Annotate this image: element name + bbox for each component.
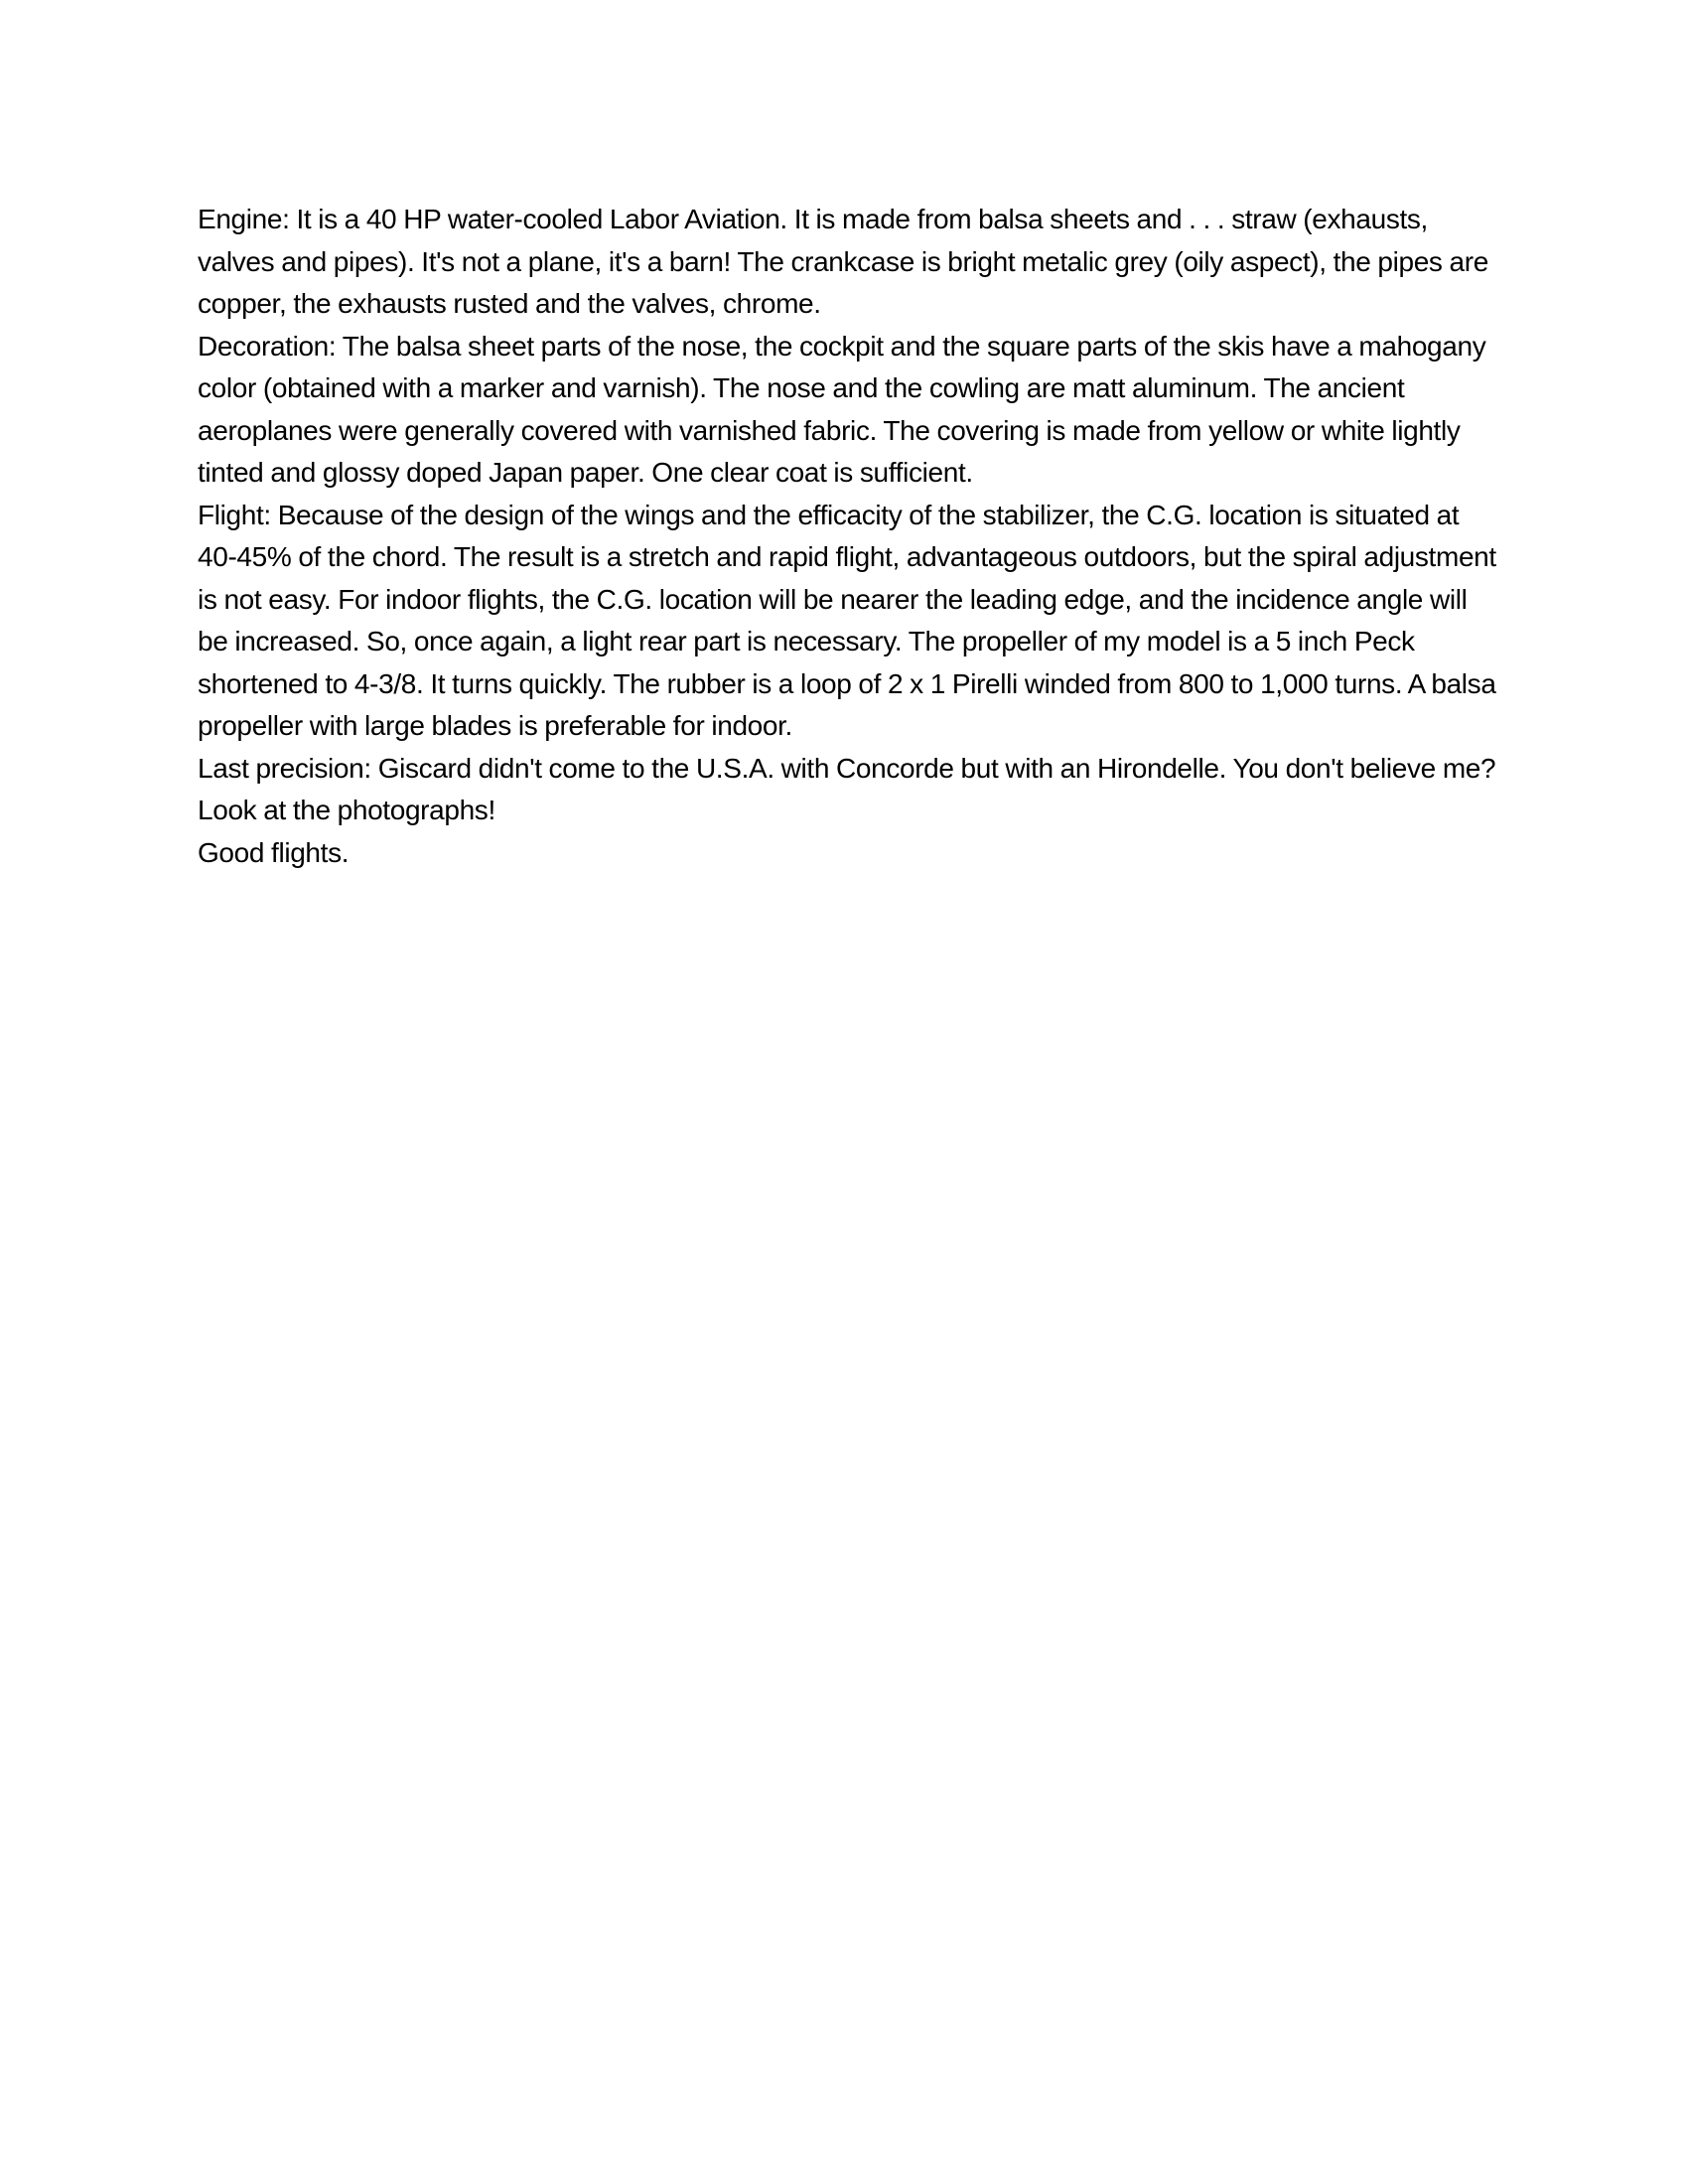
paragraph-engine: Engine: It is a 40 HP water-cooled Labor Aviation. It is made from balsa sheets and . . . straw (exhausts, valves and pipes). It's not a plane, it's a barn! The crankcase is bright metalic grey (oily aspect), the pipes are copper, the exhausts rusted and the valves, chrome. [198,204,1488,319]
paragraph-last-precision: Last precision: Giscard didn't come to the U.S.A. with Concorde but with an Hirondelle. You don't believe me? Look at the photographs! [198,752,1496,825]
paragraph-flight: Flight: Because of the design of the wings and the efficacity of the stabilizer, the C.G. location is situated at 40-45% of the chord. The result is a stretch and rapid flight, advantageous outdoors, but the spiral adjustment is not easy. For indoor flights, the C.G. location will be nearer the leading edge, and the incidence angle will be increased. So, once again, a light rear part is necessary. The propeller of my model is a 5 inch Peck shortened to 4-3/8. It turns quickly. The rubber is a loop of 2 x 1 Pirelli winded from 800 to 1,000 turns. A balsa propeller with large blades is preferable for indoor. [198,499,1496,741]
body-text [198,199,1498,874]
paragraph-decoration: Decoration: The balsa sheet parts of the nose, the cockpit and the square parts of the skis have a mahogany color (obtained with a marker and varnish). The nose and the cowling are matt aluminum. The ancient aeroplanes were generally covered with varnished fabric. The covering is made from yellow or white lightly tinted and glossy doped Japan paper. One clear coat is sufficient. [198,330,1486,488]
paragraph-closing: Good flights. [198,836,350,868]
